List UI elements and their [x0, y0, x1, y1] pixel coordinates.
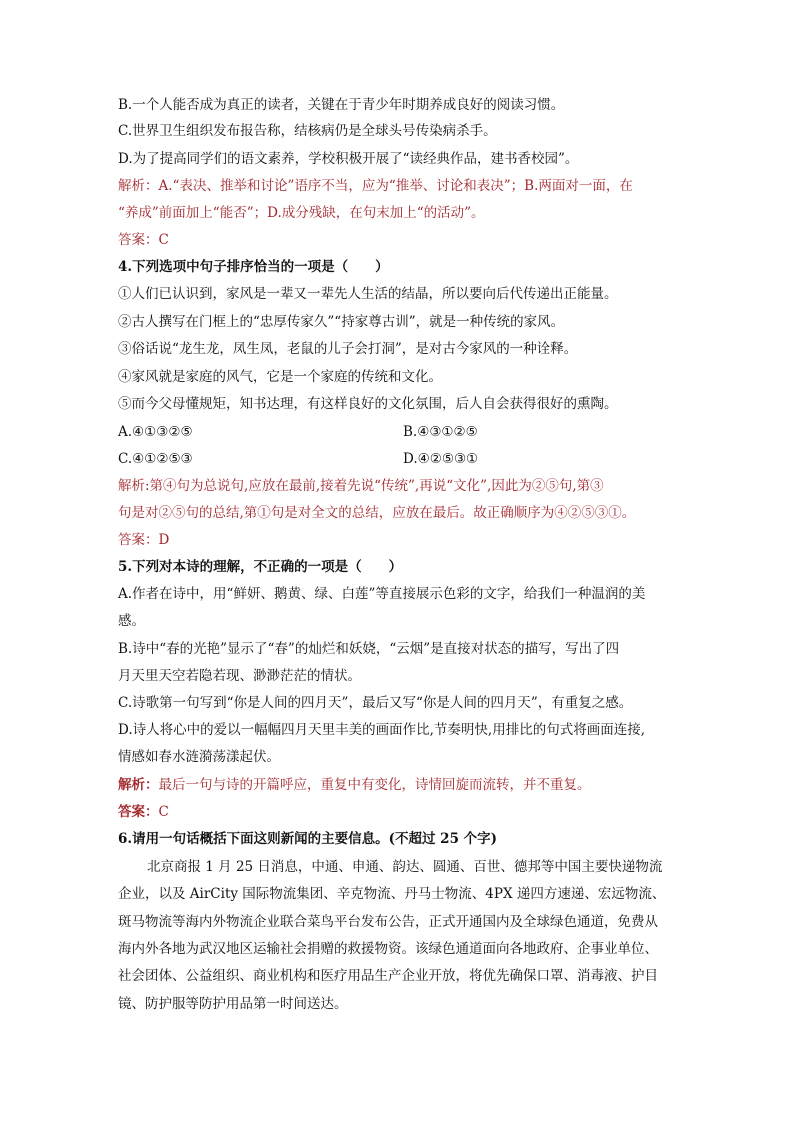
q5-answer-label: 答案：: [118, 804, 159, 820]
q3-option-b: B.一个人能否成为真正的读者，关键在于青少年时期养成良好的阅读习惯。: [118, 97, 565, 113]
q4-sentence-1: ①人们已认识到，家风是一辈又一辈先人生活的结晶，所以要向后代传递出正能量。: [118, 286, 618, 302]
q4-option-b: B.④③①②⑤: [403, 424, 478, 440]
q6-title: 6.请用一句话概括下面这则新闻的主要信息。(不超过 25 个字): [118, 831, 498, 847]
q6-passage-line-3: 斑马物流等海内外物流企业联合菜鸟平台发布公告，正式开通国内及全球绿色通道，免费从: [118, 914, 658, 930]
q4-analysis-line-1: 解析:第④句为总说句,应放在最前,接着先说“传统”,再说“文化”,因此为②⑤句,第③: [118, 478, 604, 494]
q4-title: 4.下列选项中句子排序恰当的一项是（ ）: [118, 259, 389, 275]
q5-option-a-line-1: A.作者在诗中，用“鲜妍、鹅黄、绿、白莲”等直接展示色彩的文字，给我们一种温润的美: [118, 586, 646, 602]
q4-option-c: C.④①②⑤③: [118, 451, 193, 467]
q4-sentence-5: ⑤而今父母懂规矩，知书达理，有这样良好的文化氛围，后人自会获得很好的熏陶。: [118, 396, 618, 412]
q6-passage-line-6: 镜、防护服等防护用品第一时间送达。: [118, 996, 348, 1012]
q6-passage-line-1: 北京商报 1 月 25 日消息，中通、申通、韵达、圆通、百世、德邦等中国主要快递物流: [147, 859, 663, 875]
q5-option-d-line-1: D.诗人将心中的爱以一幅幅四月天里丰美的画面作比,节奏明快,用排比的句式将画面连接,: [118, 722, 646, 738]
q3-answer: 答案：C: [118, 232, 169, 248]
q5-option-a-line-2: 感。: [118, 613, 145, 629]
q5-analysis-label: 解析：: [118, 777, 159, 793]
q5-analysis: [118, 775, 678, 795]
q6-passage-line-4: 海内外各地为武汉地区运输社会捐赠的救援物资。该绿色通道面向各地政府、企事业单位、: [118, 941, 658, 957]
q4-sentence-2: ②古人撰写在门框上的“忠厚传家久”“持家尊古训”，就是一种传统的家风。: [118, 314, 565, 330]
q5-option-d-line-2: 情感如春水涟漪荡漾起伏。: [118, 749, 280, 765]
q3-analysis-line-1: 解析：A.“表决、推举和讨论”语序不当，应为“推举、讨论和表决”；B.两面对一面，在: [118, 178, 633, 194]
q5-option-b-line-2: 月天里天空若隐若现、渺渺茫茫的情状。: [118, 668, 361, 684]
q6-passage-line-2: 企业，以及 AirCity 国际物流集团、辛克物流、丹马士物流、4PX 递四方速递、宏远物流、: [118, 886, 666, 902]
q5-option-b-line-1: B.诗中“春的光艳”显示了“春”的灿烂和妖娆，“云烟”是直接对状态的描写，写出了四: [118, 641, 620, 657]
q4-option-d: D.④②⑤③①: [403, 451, 479, 467]
q4-analysis-line-2: 句是对②⑤句的总结,第①句是对全文的总结，应放在最后。故正确顺序为④②⑤③①。: [118, 505, 636, 521]
q5-answer: [118, 802, 678, 822]
q5-analysis-text: 最后一句与诗的开篇呼应，重复中有变化，诗情回旋而流转，并不重复。: [158, 777, 591, 793]
q4-option-a: A.④①③②⑤: [118, 424, 193, 440]
q3-option-d: D.为了提高同学们的语文素养，学校积极开展了“读经典作品，建书香校园”。: [118, 151, 579, 167]
q5-answer-value: C: [158, 804, 169, 820]
q5-option-c: C.诗歌第一句写到“你是人间的四月天”，最后又写“你是人间的四月天”，有重复之感。: [118, 695, 633, 711]
q4-answer: 答案：D: [118, 532, 170, 548]
q5-title: 5.下列对本诗的理解，不正确的一项是（ ）: [118, 559, 403, 575]
q4-sentence-3: ③俗话说“龙生龙，凤生凤，老鼠的儿子会打洞”，是对古今家风的一种诠释。: [118, 341, 578, 357]
q4-sentence-4: ④家风就是家庭的风气，它是一个家庭的传统和文化。: [118, 369, 442, 385]
q3-option-c: C.世界卫生组织发布报告称，结核病仍是全球头号传染病杀手。: [118, 123, 497, 139]
q3-analysis-line-2: “养成”前面加上“能否”；D.成分残缺，在句末加上“的活动”。: [118, 205, 485, 221]
q6-passage-line-5: 社会团体、公益组织、商业机构和医疗用品生产企业开放，将优先确保口罩、消毒液、护目: [118, 968, 658, 984]
